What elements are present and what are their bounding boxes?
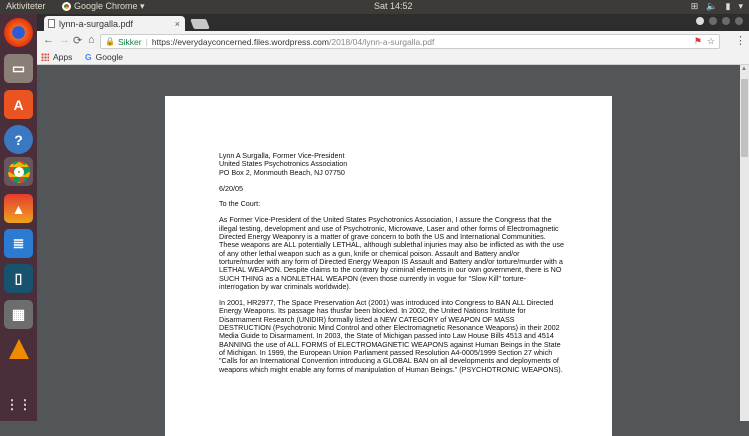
document-icon <box>48 19 55 28</box>
bookmarks-bar <box>37 51 749 65</box>
secure-label: Sikker <box>117 36 142 47</box>
pdf-viewer[interactable] <box>37 65 749 421</box>
document-body <box>219 152 564 381</box>
scrollbar-thumb[interactable] <box>741 79 748 157</box>
omnibox-separator: | <box>145 36 148 47</box>
scroll-up-icon[interactable]: ▲ <box>741 66 747 72</box>
reload-button[interactable]: ⟳ <box>73 35 83 47</box>
system-tray[interactable] <box>691 1 743 12</box>
network-icon: ⊞ <box>690 1 699 11</box>
menu-icon[interactable]: ⋮ <box>735 35 746 47</box>
volume-icon: 🔈 <box>706 1 718 11</box>
new-tab-button[interactable] <box>190 19 210 29</box>
app-menu[interactable] <box>62 1 145 12</box>
bookmark-google-label: Google <box>95 52 124 62</box>
google-icon: G <box>85 52 92 62</box>
app-menu-label: Google Chrome ▾ <box>74 1 145 11</box>
help-icon[interactable]: ? <box>4 125 33 154</box>
vertical-scrollbar[interactable] <box>740 65 749 421</box>
bookmark-star-icon[interactable]: ☆ <box>706 36 715 46</box>
clock[interactable]: Sat 14:52 <box>374 1 413 11</box>
window-controls <box>696 17 743 25</box>
address-line: United States Psychotronics Association <box>219 159 348 169</box>
system-top-bar <box>0 0 749 14</box>
paragraph-1: As Former Vice-President of the United States Psychotronics Association, I assure the Congress that the illegal testing, development and use of Psychotronic, Microwave, Laser and other forms of Electromagnetic Directed Energy Weaponry is a matter of grave concern to both the US and International Communities. These weapons are ALL potentially LETHAL, although sublethal injuries may also be inflicted as with the use of any other lethal weapon such as a gun, knife or chemical poison. Assault and Battery and/or torture/murder with any form of Directed Energy Weapon IS Assault and Battery and/or torture/murder with a LETHAL WEAPON. Despite claims to the contrary by criminal elements in our own government, there is NO SUCH THING as a NONLETHAL WEAPON (even those currently in vogue for "Slow Kill" torture-interrogation by war criminals worldwide). <box>219 215 564 291</box>
minimize-icon[interactable] <box>709 17 717 25</box>
writer-icon[interactable]: ≣ <box>4 229 33 258</box>
address-line: PO Box 2, Monmouth Beach, NJ 07750 <box>219 167 345 177</box>
battery-icon: ▮ <box>725 1 731 11</box>
address-bar[interactable] <box>100 34 720 49</box>
apps-grid-icon <box>41 53 49 61</box>
firewall-icon[interactable]: ▲ <box>4 194 33 223</box>
chevron-down-icon: ▾ <box>738 1 743 11</box>
software-center-icon[interactable]: A <box>4 90 33 119</box>
show-applications-icon[interactable]: ⋮⋮ <box>5 396 32 412</box>
browser-toolbar <box>37 31 749 51</box>
letter-date: 6/20/05 <box>219 183 243 193</box>
forward-button[interactable]: → <box>59 34 70 46</box>
bookmark-apps[interactable] <box>41 52 72 62</box>
address-line: Lynn A Surgalla, Former Vice-President <box>219 151 345 160</box>
back-button[interactable]: ← <box>43 34 54 46</box>
lock-icon: 🔒 <box>105 37 115 46</box>
firefox-icon[interactable] <box>4 18 33 47</box>
maximize-icon[interactable] <box>722 17 730 25</box>
bookmark-google[interactable] <box>85 52 123 62</box>
chrome-launcher-icon[interactable] <box>4 157 33 186</box>
tab-close-button[interactable]: × <box>174 18 180 29</box>
url-host: https://everydayconcerned.files.wordpress.com <box>151 36 329 47</box>
letter-salutation: To the Court: <box>219 199 261 209</box>
terminal-icon[interactable]: ▯ <box>4 264 33 293</box>
omnibox-actions <box>694 36 715 47</box>
chrome-icon <box>62 2 71 11</box>
vlc-icon[interactable] <box>4 334 33 363</box>
paragraph-2: In 2001, HR2977, The Space Preservation Act (2001) was introduced into Congress to BAN ALL Directed Energy Weapons. Its passage has thusfar been blocked. In 2002, the United Nations Institute for Disarmament Research (UNIDIR) formally listed a NEW CATEGORY of WEAPON OF MASS DESTRUCTION (Psychotronic Mind Control and other Electromagnetic Resonance Weapons) in their 2002 Media Guide to Disarmament. In 2003, the State of Michigan passed into Law House Bills 4513 and 4514 BANNING the use of ALL FORMS of ELECTROMAGNETIC WEAPONS against Human Beings in the State of Michigan. In 1999, the European Union Parliament passed Resolution A4-0005/1999 Section 27 which "Calls for an International Convention introducing a GLOBAL BAN on all developments and deployments of weapons which might enable any forms of manipulation of Human Beings." (PSYCHOTRONIC WEAPONS). <box>219 297 563 374</box>
profile-icon[interactable] <box>696 17 704 25</box>
home-button[interactable]: ⌂ <box>88 34 95 46</box>
tab-strip <box>37 14 749 31</box>
address-block <box>219 152 564 177</box>
files-icon[interactable]: ▭ <box>4 54 33 83</box>
activities-button[interactable]: Aktiviteter <box>6 1 46 11</box>
url-path: /2018/04/lynn-a-surgalla.pdf <box>328 36 435 47</box>
pdf-page <box>165 96 612 436</box>
bookmark-apps-label: Apps <box>53 52 73 62</box>
tab-lynn-a-surgalla[interactable] <box>44 16 185 31</box>
launcher-dock <box>0 14 37 421</box>
tab-title: lynn-a-surgalla.pdf <box>59 18 134 29</box>
close-icon[interactable] <box>735 17 743 25</box>
extension-icon[interactable]: ⚑ <box>693 36 702 46</box>
calculator-icon[interactable]: ▦ <box>4 300 33 329</box>
